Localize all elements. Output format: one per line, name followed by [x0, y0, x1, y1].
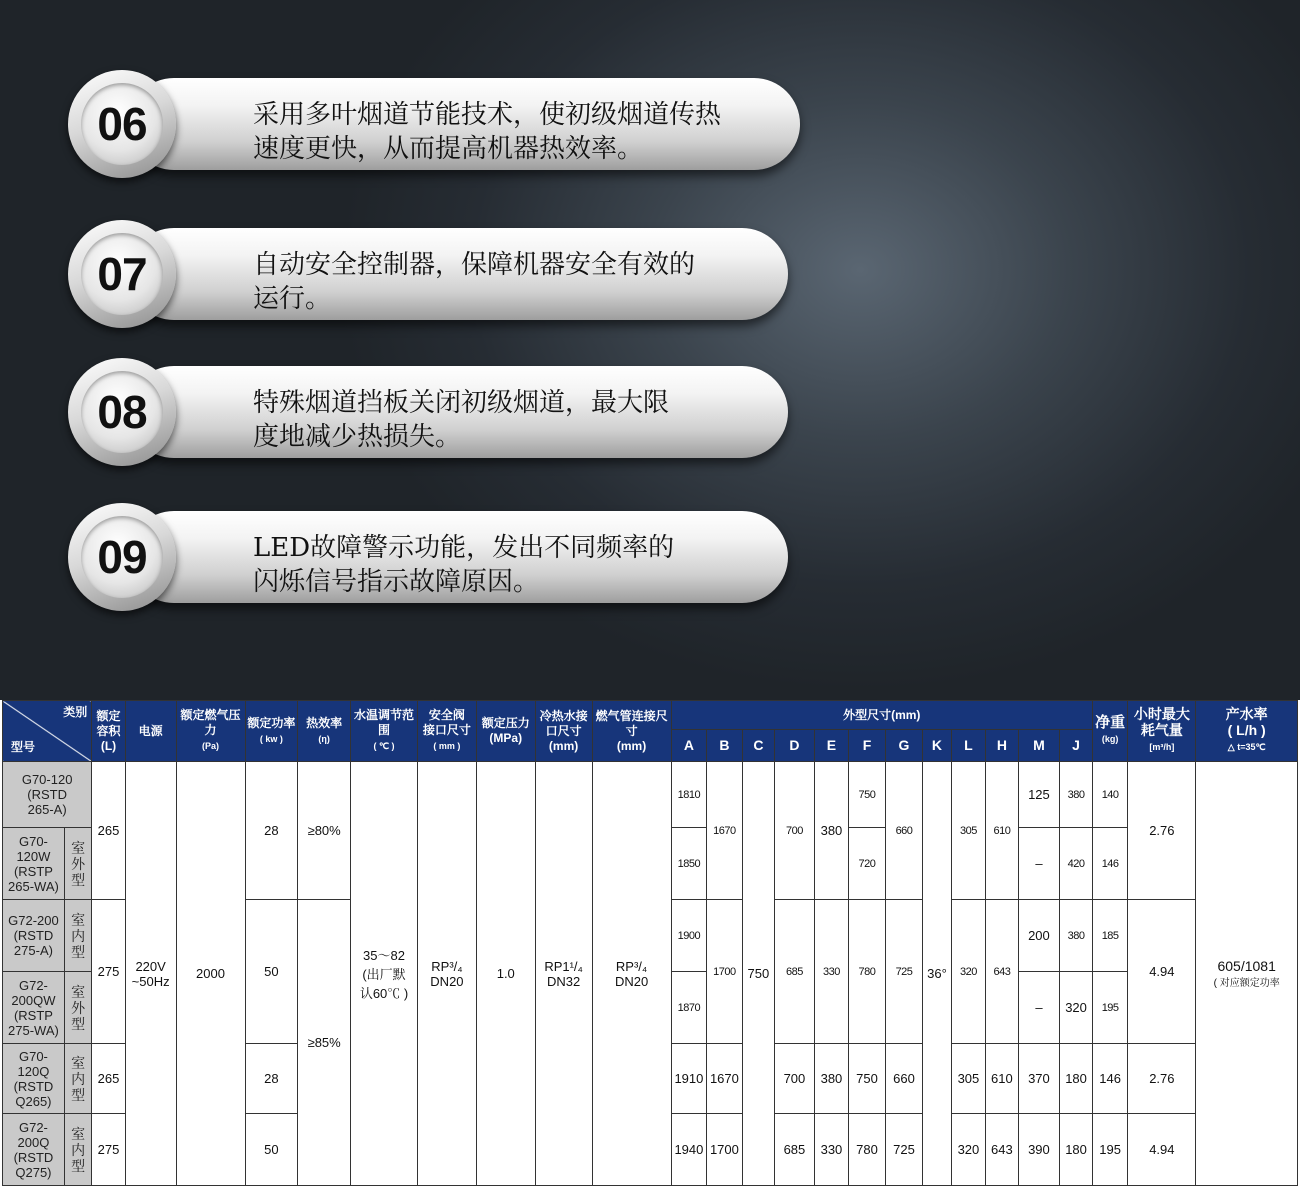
dim-k-cell: 36° [923, 762, 951, 1186]
dim-a-cell: 1810 [671, 762, 707, 828]
dim-a-cell: 1870 [671, 972, 707, 1044]
header-model: 型号 [11, 740, 36, 754]
header-dim-f: F [849, 730, 886, 762]
dim-m-cell: – [1018, 972, 1060, 1044]
header-rated-pressure: 额定压力 (MPa) [476, 701, 535, 762]
header-dim-a: A [671, 730, 707, 762]
dim-f-cell: 780 [849, 1114, 886, 1186]
dim-e-cell: 380 [814, 762, 849, 900]
dim-j-cell: 180 [1060, 1114, 1093, 1186]
dim-h-cell: 610 [986, 762, 1018, 900]
spec-table [2, 700, 1298, 1186]
dim-d-cell: 700 [775, 1044, 815, 1114]
dim-h-cell: 643 [986, 1114, 1018, 1186]
model-cell: G70- 120Q (RSTD Q265) [3, 1044, 65, 1114]
dim-f-cell: 720 [849, 828, 886, 900]
header-power-supply: 电源 [125, 701, 176, 762]
dim-c-cell: 750 [742, 762, 774, 1186]
dim-a-cell: 1910 [671, 1044, 707, 1114]
feature-text: 特殊烟道挡板关闭初级烟道，最大限 度地减少热损失。 [253, 388, 670, 452]
dim-g-cell: 725 [885, 900, 923, 1044]
header-capacity: 额定容积 (L) [92, 701, 125, 762]
gas-consumption-cell: 4.94 [1128, 1114, 1196, 1186]
scope-cell: 室 外 型 [64, 828, 91, 900]
dim-a-cell: 1900 [671, 900, 707, 972]
feature-number-badge [68, 358, 176, 466]
feature-pill [128, 366, 788, 458]
header-net-weight: 净重 (kg) [1092, 701, 1128, 762]
rated-power-cell: 28 [245, 762, 298, 900]
feature-number-badge [68, 70, 176, 178]
dim-j-cell: 320 [1060, 972, 1093, 1044]
gas-consumption-cell: 4.94 [1128, 900, 1196, 1044]
scope-cell: 室 外 型 [64, 972, 91, 1044]
feature-text: 自动安全控制器，保障机器安全有效的 运行。 [253, 250, 696, 314]
header-water-connection: 冷热水接口尺寸 (mm) [535, 701, 592, 762]
weight-cell: 195 [1092, 1114, 1128, 1186]
dim-h-cell: 610 [986, 1044, 1018, 1114]
header-dim-g: G [885, 730, 923, 762]
header-gas-consumption: 小时最大耗气量 [m³/h] [1128, 701, 1196, 762]
header-efficiency: 热效率 (η) [298, 701, 351, 762]
feature-text: 采用多叶烟道节能技术，使初级烟道传热 速度更快，从而提高机器热效率。 [253, 100, 722, 164]
dim-f-cell: 750 [849, 762, 886, 828]
dim-d-cell: 685 [775, 1114, 815, 1186]
dim-l-cell: 320 [951, 900, 986, 1044]
gas-connection-cell: RP³/₄ DN20 [592, 762, 671, 1186]
dim-d-cell: 700 [775, 762, 815, 900]
feature-number-badge [68, 220, 176, 328]
dim-m-cell: 200 [1018, 900, 1060, 972]
header-dim-d: D [775, 730, 815, 762]
model-cell: G72-200 (RSTD 275-A) [3, 900, 65, 972]
dim-g-cell: 660 [885, 762, 923, 900]
model-cell: G70- 120W (RSTP 265-WA) [3, 828, 65, 900]
feature-number: 06 [97, 98, 147, 150]
gas-consumption-cell: 2.76 [1128, 762, 1196, 900]
header-dim-l: L [951, 730, 986, 762]
dim-j-cell: 380 [1060, 900, 1093, 972]
dim-b-cell: 1670 [707, 1044, 743, 1114]
rated-pressure-cell: 1.0 [476, 762, 535, 1186]
weight-cell: 146 [1092, 1044, 1128, 1114]
model-cell: G72- 200Q (RSTD Q275) [3, 1114, 65, 1186]
feature-pill [128, 228, 788, 320]
header-category: 类别 [63, 705, 88, 719]
dim-a-cell: 1940 [671, 1114, 707, 1186]
header-dim-b: B [707, 730, 743, 762]
capacity-cell: 275 [92, 1114, 125, 1186]
scope-cell: 室 内 型 [64, 900, 91, 972]
feature-text: LED故障警示功能，发出不同频率的 闪烁信号指示故障原因。 [253, 533, 675, 597]
temp-range-cell: 35～82 (出厂默 认60℃ ) [351, 762, 418, 1186]
feature-pill [128, 511, 788, 603]
weight-cell: 195 [1092, 972, 1128, 1044]
dim-l-cell: 320 [951, 1114, 986, 1186]
capacity-cell: 265 [92, 1044, 125, 1114]
dim-b-cell: 1700 [707, 1114, 743, 1186]
header-water-output: 产水率 ( L/h ) △ t=35℃ [1196, 701, 1298, 762]
dim-m-cell: 370 [1018, 1044, 1060, 1114]
dim-l-cell: 305 [951, 762, 986, 900]
dim-a-cell: 1850 [671, 828, 707, 900]
feature-number-badge [68, 503, 176, 611]
header-dim-j: J [1060, 730, 1093, 762]
scope-cell: 室 内 型 [64, 1114, 91, 1186]
efficiency-cell: ≥85% [298, 900, 351, 1186]
dim-b-cell: 1670 [707, 762, 743, 900]
rated-power-cell: 50 [245, 900, 298, 1044]
weight-cell: 140 [1092, 762, 1128, 828]
dim-h-cell: 643 [986, 900, 1018, 1044]
dim-m-cell: 125 [1018, 762, 1060, 828]
dim-l-cell: 305 [951, 1044, 986, 1114]
model-cell: G70-120 (RSTD 265-A) [3, 762, 92, 828]
dim-b-cell: 1700 [707, 900, 743, 1044]
weight-cell: 185 [1092, 900, 1128, 972]
feature-pill [128, 78, 800, 170]
header-gas-connection: 燃气管连接尺寸 (mm) [592, 701, 671, 762]
model-cell: G72- 200QW (RSTP 275-WA) [3, 972, 65, 1044]
dim-j-cell: 180 [1060, 1044, 1093, 1114]
safety-valve-cell: RP³/₄ DN20 [418, 762, 477, 1186]
rated-power-cell: 28 [245, 1044, 298, 1114]
water-output-cell: 605/1081 ( 对应额定功率 [1196, 762, 1298, 1186]
capacity-cell: 275 [92, 900, 125, 1044]
dim-d-cell: 685 [775, 900, 815, 1044]
dim-f-cell: 750 [849, 1044, 886, 1114]
dim-j-cell: 380 [1060, 762, 1093, 828]
dim-m-cell: 390 [1018, 1114, 1060, 1186]
power-supply-cell: 220V ~50Hz [125, 762, 176, 1186]
weight-cell: 146 [1092, 828, 1128, 900]
dim-e-cell: 380 [814, 1044, 849, 1114]
header-gas-pressure: 额定燃气压力 (Pa) [176, 701, 245, 762]
scope-cell: 室 内 型 [64, 1044, 91, 1114]
capacity-cell: 265 [92, 762, 125, 900]
feature-number: 08 [97, 386, 147, 438]
water-connection-cell: RP1¹/₄ DN32 [535, 762, 592, 1186]
header-safety-valve: 安全阀 接口尺寸 ( mm ) [418, 701, 477, 762]
header-dim-e: E [814, 730, 849, 762]
header-dim-c: C [742, 730, 774, 762]
feature-number: 09 [97, 531, 147, 583]
header-temp-range: 水温调节范围 ( ℃ ) [351, 701, 418, 762]
header-dimensions: 外型尺寸(mm) [671, 701, 1092, 730]
dim-e-cell: 330 [814, 900, 849, 1044]
header-dim-k: K [923, 730, 951, 762]
header-dim-h: H [986, 730, 1018, 762]
dim-j-cell: 420 [1060, 828, 1093, 900]
dim-g-cell: 725 [885, 1114, 923, 1186]
rated-power-cell: 50 [245, 1114, 298, 1186]
feature-number: 07 [97, 248, 147, 300]
header-category-model [3, 701, 92, 762]
header-rated-power: 额定功率 ( kw ) [245, 701, 298, 762]
dim-f-cell: 780 [849, 900, 886, 1044]
header-dim-m: M [1018, 730, 1060, 762]
dim-e-cell: 330 [814, 1114, 849, 1186]
efficiency-cell: ≥80% [298, 762, 351, 900]
dim-g-cell: 660 [885, 1044, 923, 1114]
dim-m-cell: – [1018, 828, 1060, 900]
gas-consumption-cell: 2.76 [1128, 1044, 1196, 1114]
gas-pressure-cell: 2000 [176, 762, 245, 1186]
